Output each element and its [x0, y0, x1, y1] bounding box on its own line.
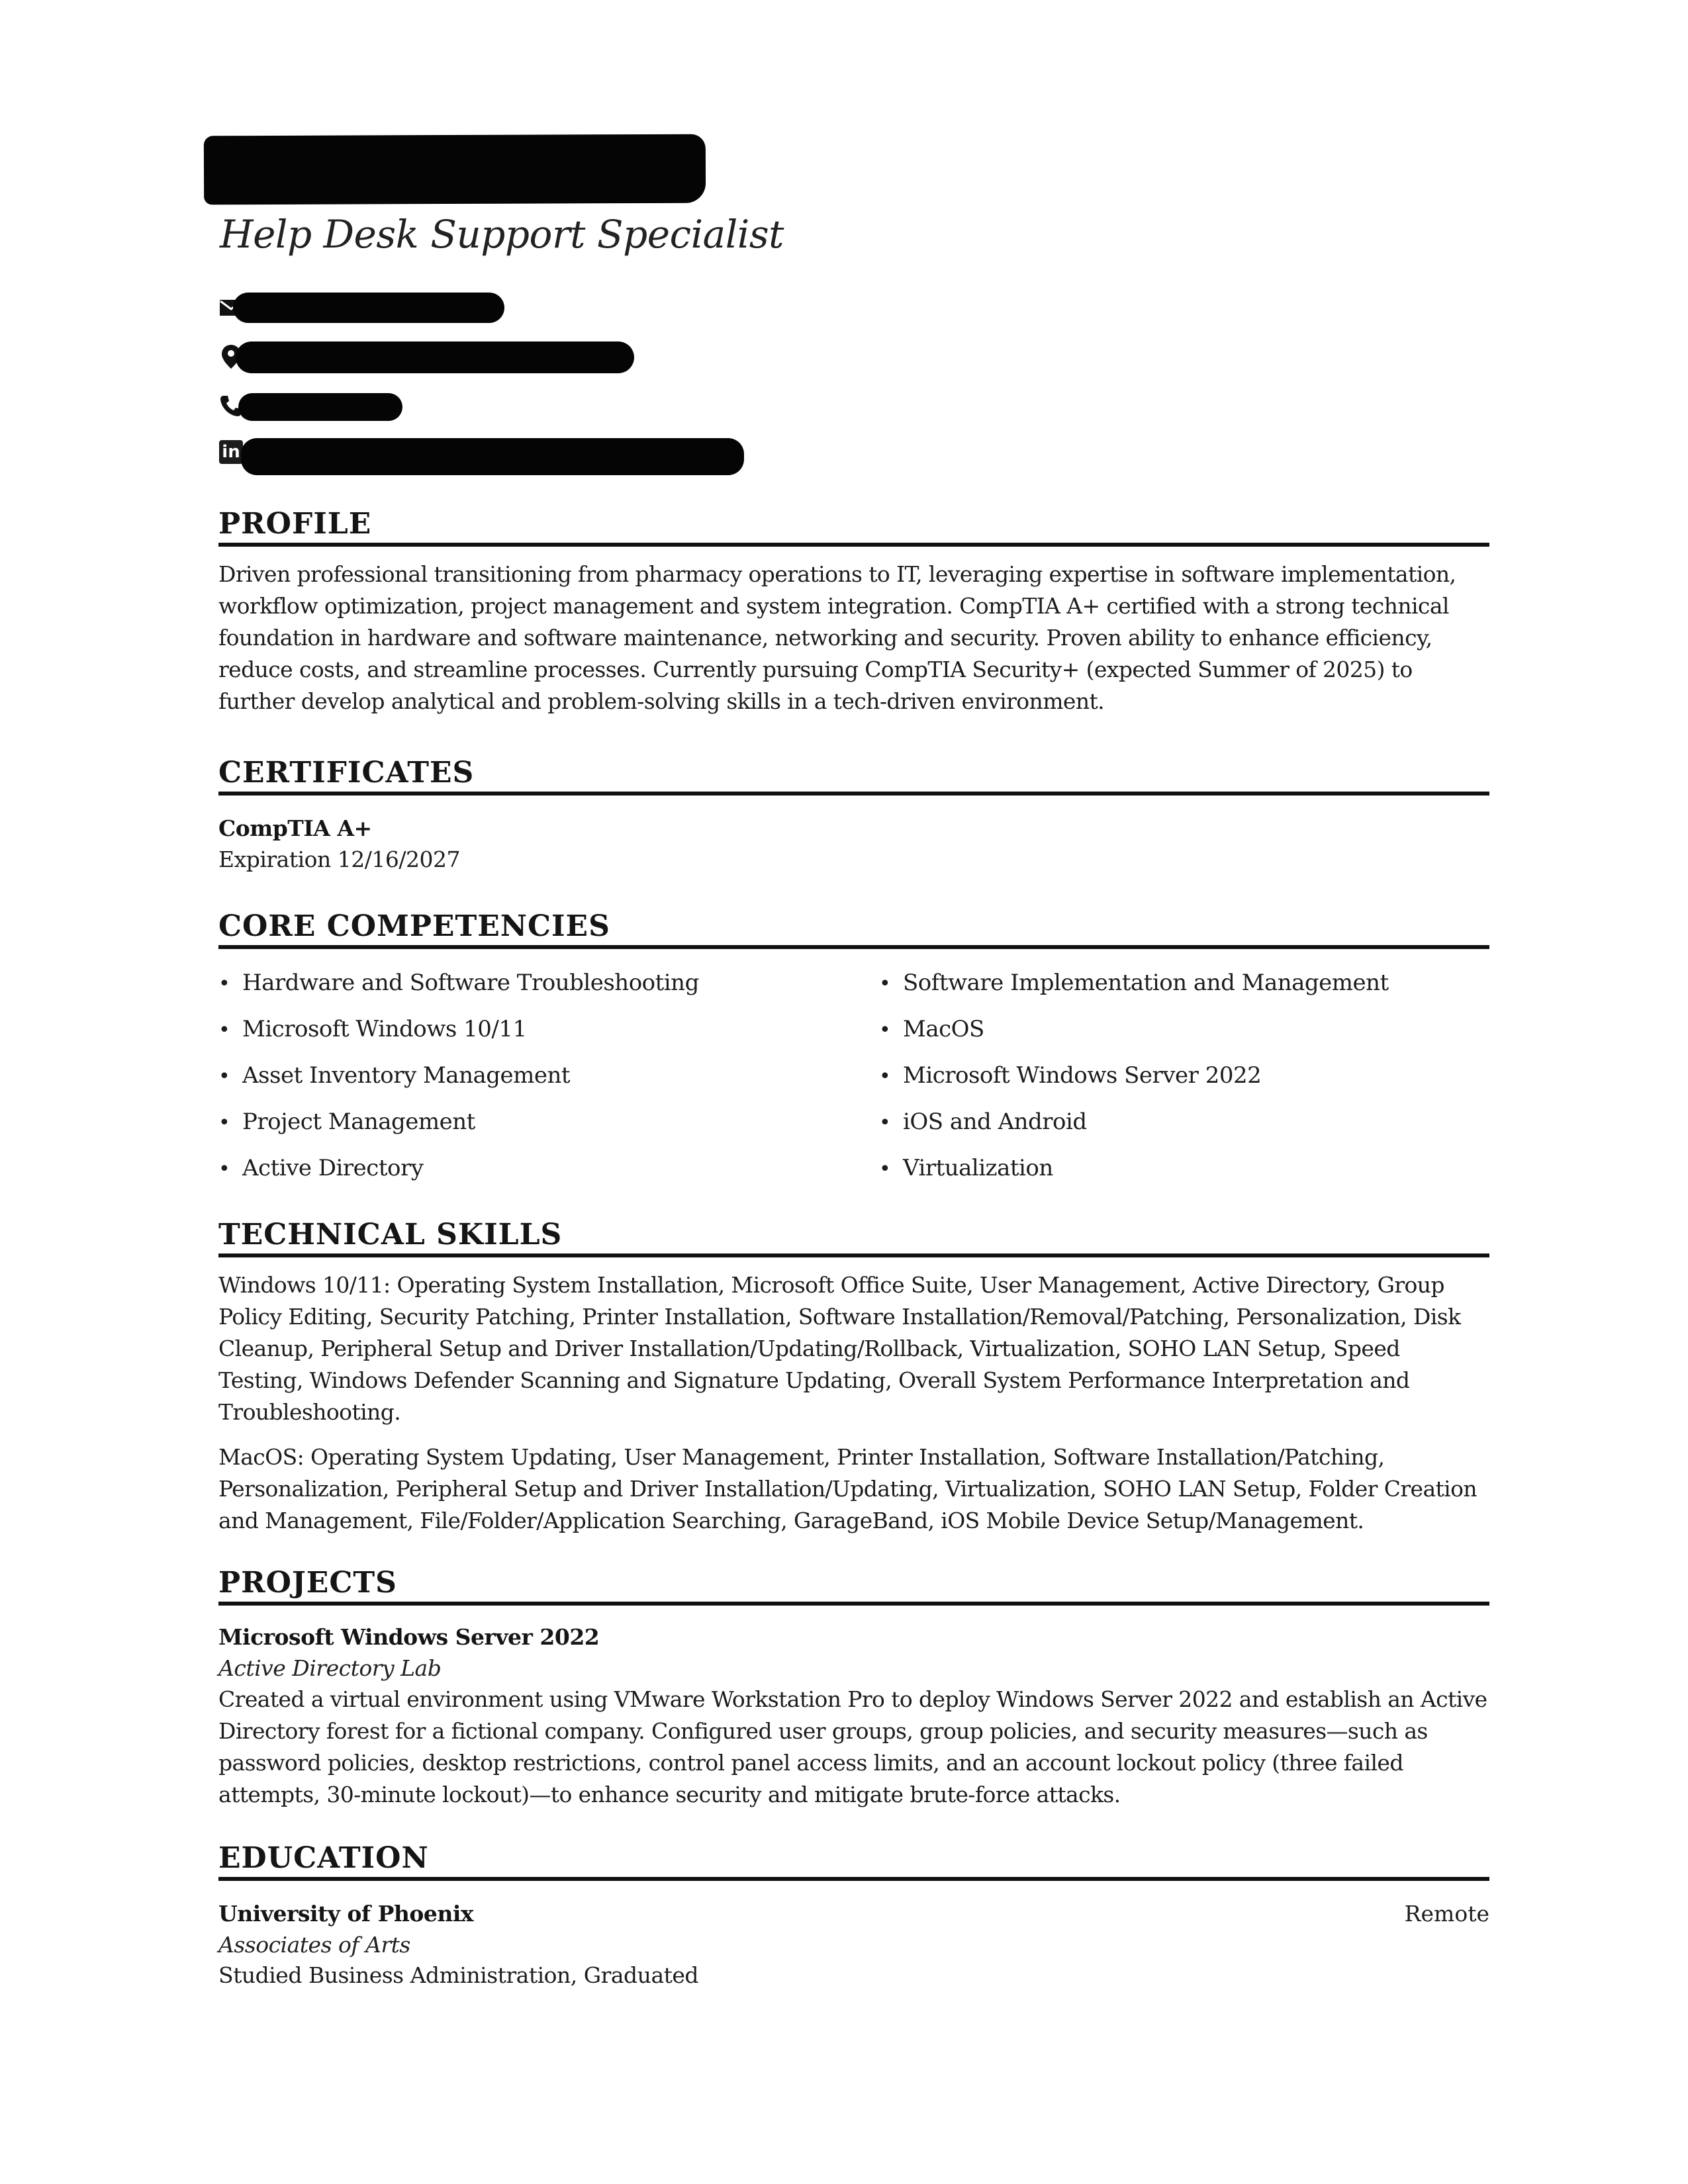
contact-phone-row [218, 389, 748, 422]
competency-label: Active Directory [242, 1155, 424, 1181]
bullet: • [879, 1111, 891, 1134]
competency-label: Hardware and Software Troubleshooting [242, 970, 699, 996]
competency-label: Asset Inventory Management [242, 1062, 571, 1089]
contact-email-row [218, 291, 748, 324]
project-item [218, 1621, 1489, 1811]
redacted-phone [238, 393, 402, 421]
school-location: Remote [1404, 1901, 1489, 1927]
degree: Associates of Arts [218, 1932, 410, 1958]
list-item [218, 1145, 814, 1191]
competencies-grid [218, 960, 1489, 1181]
profile-text: Driven professional transitioning from pharmacy operations to IT, leveraging expertise in software implementation, workflow optimization, project management and system integration. CompTIA A+ certified with a strong technical foundation in hardware and software maintenance, networking and security. Proven ability to enhance efficiency, reduce costs, and streamline processes. Currently pursuing CompTIA Security+ (expected Summer of 2025) to further develop analytical and problem-solving skills in a tech-driven environment. [218, 561, 1456, 714]
bullet: • [879, 1158, 891, 1181]
education-detail: Studied Business Administration, Graduated [218, 1962, 699, 1988]
project-subtitle: Active Directory Lab [218, 1655, 442, 1681]
list-item [879, 960, 1475, 1006]
list-item [879, 1006, 1475, 1052]
bullet: • [218, 972, 230, 995]
redacted-name-block [204, 134, 706, 205]
section-divider [218, 543, 1489, 547]
bullet: • [218, 1158, 230, 1181]
list-item [879, 1052, 1475, 1099]
competency-label: iOS and Android [903, 1109, 1087, 1135]
bullet: • [218, 1019, 230, 1042]
section-divider [218, 792, 1489, 796]
competencies-section [218, 909, 1489, 1181]
project-description: Created a virtual environment using VMware Workstation Pro to deploy Windows Server 2022 and establish an Active Directory forest for a fictional company. Configured user groups, group policies, and security measures—such as password policies, desktop restrictions, control panel access limits, and an account lockout policy (three failed attempts, 30-minute lockout)—to enhance security and mitigate brute-force attacks. [218, 1686, 1487, 1807]
section-divider [218, 1877, 1489, 1881]
project-title: Microsoft Windows Server 2022 [218, 1624, 600, 1650]
list-item [879, 1099, 1475, 1145]
bullet: • [879, 1019, 891, 1042]
macos-skills-text: MacOS: Operating System Updating, User Management, Printer Installation, Software Installation/Patching, Personalization, Peripheral Setup and Driver Installation/Updating, Virtualization, SOHO LAN Setup, Folder Creation and Management, File/Folder/Application Searching, GarageBand, iOS Mobile Device Setup/Management. [218, 1444, 1477, 1533]
bullet: • [879, 1065, 891, 1088]
profile-heading: PROFILE [218, 507, 372, 541]
school-name: University of Phoenix [218, 1901, 474, 1927]
contact-linkedin-row [218, 435, 748, 469]
list-item [218, 960, 814, 1006]
certificate-item [218, 813, 1489, 875]
education-heading: EDUCATION [218, 1841, 429, 1875]
bullet: • [879, 972, 891, 995]
windows-skills-text: Windows 10/11: Operating System Installation, Microsoft Office Suite, User Management, Active Directory, Group Policy Editing, Security Patching, Printer Installation, Software Installation/Removal/Patching, Personalization, Disk Cleanup, Peripheral Setup and Driver Installation/Updating/Rollback, Virtualization, SOHO LAN Setup, Speed Testing, Windows Defender Scanning and Signature Updating, Overall System Performance Interpretation and Troubleshooting. [218, 1272, 1461, 1425]
competency-label: Microsoft Windows 10/11 [242, 1016, 527, 1042]
section-divider [218, 1602, 1489, 1606]
certificate-expiration: Expiration 12/16/2027 [218, 846, 460, 872]
education-item [218, 1898, 1489, 1991]
section-divider [218, 1253, 1489, 1257]
competencies-heading: CORE COMPETENCIES [218, 909, 610, 943]
certificates-heading: CERTIFICATES [218, 756, 475, 790]
linkedin-icon [218, 439, 244, 465]
redacted-linkedin [241, 438, 744, 475]
list-item [218, 1099, 814, 1145]
list-item [879, 1145, 1475, 1191]
redacted-email [233, 293, 504, 323]
linkedin-glyph: in [219, 440, 243, 464]
section-divider [218, 945, 1489, 949]
projects-heading: PROJECTS [218, 1566, 397, 1600]
competency-label: MacOS [903, 1016, 984, 1042]
job-title: Help Desk Support Specialist [220, 212, 784, 257]
bullet: • [218, 1111, 230, 1134]
bullet: • [218, 1065, 230, 1088]
technical-skills-heading: TECHNICAL SKILLS [218, 1218, 563, 1251]
technical-skills-section [218, 1218, 1489, 1537]
education-section [218, 1841, 1489, 1991]
list-item [218, 1052, 814, 1099]
competency-label: Project Management [242, 1109, 475, 1135]
competencies-right-column [879, 960, 1475, 1191]
competency-label: Microsoft Windows Server 2022 [903, 1062, 1262, 1089]
competency-label: Virtualization [903, 1155, 1053, 1181]
competency-label: Software Implementation and Management [903, 970, 1389, 996]
list-item [218, 1006, 814, 1052]
projects-section [218, 1566, 1489, 1811]
certificate-name: CompTIA A+ [218, 815, 372, 841]
contact-location-row [218, 340, 748, 373]
redacted-location [236, 341, 634, 373]
certificates-section [218, 756, 1489, 875]
profile-section [218, 507, 1489, 717]
competencies-left-column [218, 960, 814, 1191]
